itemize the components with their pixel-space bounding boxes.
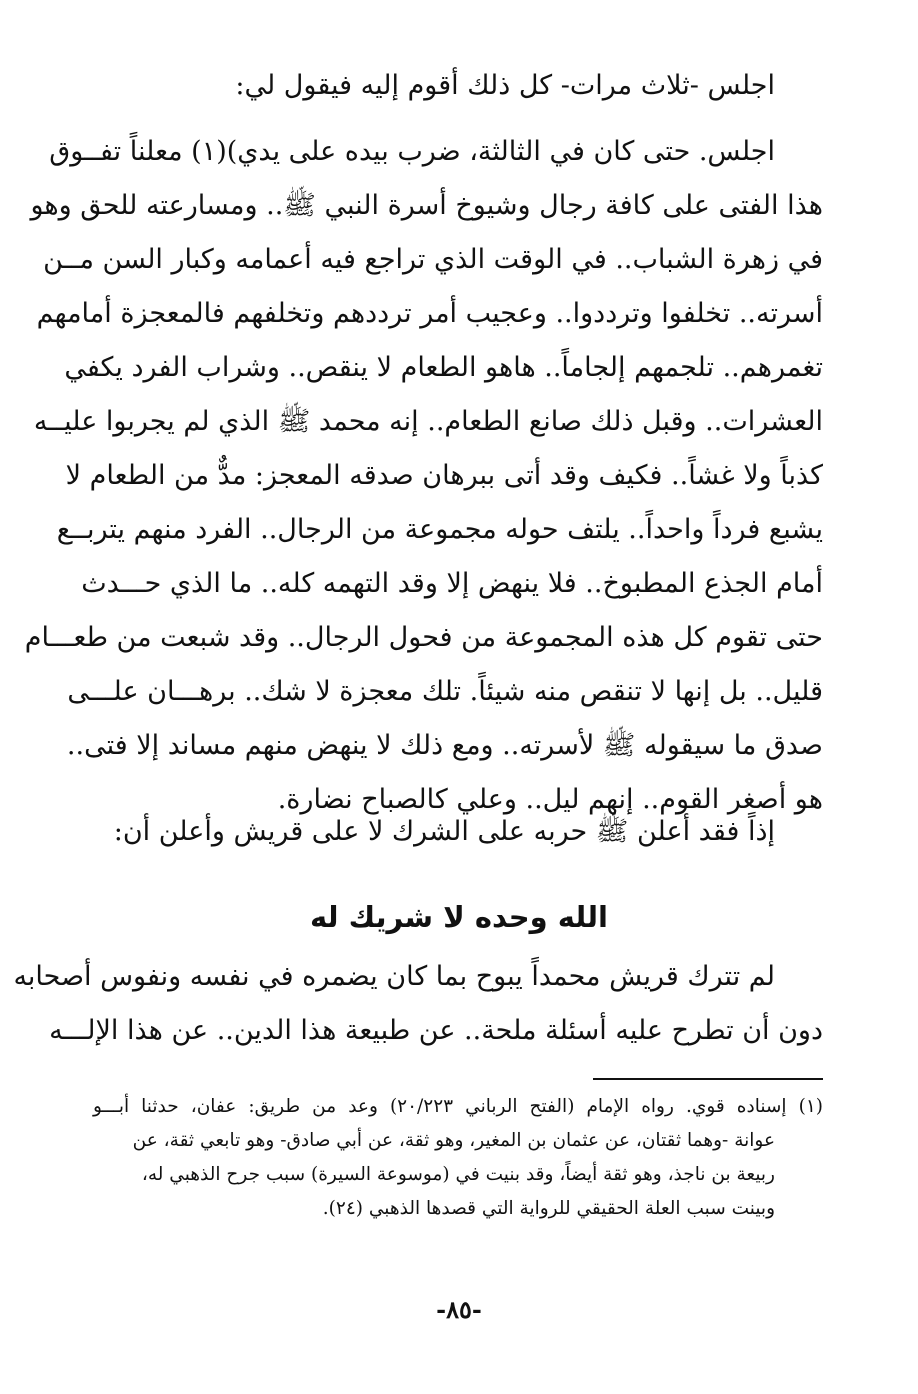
opening-line-block <box>93 59 823 113</box>
paragraph-3 <box>13 950 823 1058</box>
paragraph-2 <box>93 805 823 859</box>
paragraph-line: لم تترك قريش محمداً يبوح بما كان يضمره في نفسه ونفوس أصحابه <box>13 961 775 992</box>
paragraph-line: في زهرة الشباب.. في الوقت الذي تراجع فيه أعمامه وكبار السن مــن <box>43 244 823 275</box>
footnote-separator <box>593 1078 823 1080</box>
footnote-line: عوانة -وهما ثقتان، عن عثمان بن المغير، وهو ثقة، عن أبي صادق- وهو تابعي ثقة، عن <box>132 1130 775 1151</box>
paragraph-line: هذا الفتى على كافة رجال وشيوخ أسرة النبي ﷺ.. ومسارعته للحق وهو <box>30 190 823 221</box>
paragraph-line: إذاً فقد أعلن ﷺ حربه على الشرك لا على قريش وأعلن أن: <box>113 816 775 847</box>
paragraph-line: أسرته.. تخلفوا وترددوا.. وعجيب أمر ترددهم وتخلفهم فالمعجزة أمامهم <box>36 298 823 329</box>
paragraph-line: اجلس. حتى كان في الثالثة، ضرب بيده على يدي)(١) معلناً تفــوق <box>49 136 775 167</box>
page-number: -٨٥- <box>436 1295 482 1324</box>
footnote-line: ربيعة بن ناجذ، وهو ثقة أيضاً، وقد بنيت في (موسوعة السيرة) سبب جرح الذهبي له، <box>141 1164 775 1185</box>
paragraph-line: أمام الجذع المطبوخ.. فلا ينهض إلا وقد التهمه كله.. ما الذي حـــدث <box>81 568 823 599</box>
paragraph-line: تغمرهم.. تلجمهم إلجاماً.. هاهو الطعام لا ينقص.. وشراب الفرد يكفي <box>64 352 823 383</box>
paragraph-line: هو أصغر القوم.. إنهم ليل.. وعلي كالصباح نضارة. <box>277 784 823 815</box>
paragraph-line: العشرات.. وقبل ذلك صانع الطعام.. إنه محمد ﷺ الذي لم يجربوا عليــه <box>33 406 823 437</box>
paragraph-1 <box>24 125 823 827</box>
paragraph-line: دون أن تطرح عليه أسئلة ملحة.. عن طبيعة هذا الدين.. عن هذا الإلـــه <box>49 1015 823 1046</box>
paragraph-line: يشبع فرداً واحداً.. يلتف حوله مجموعة من الرجال.. الفرد منهم يتربــع <box>56 514 823 545</box>
paragraph-line: صدق ما سيقوله ﷺ لأسرته.. ومع ذلك لا ينهض منهم مساند إلا فتى.. <box>66 730 823 761</box>
footnotes <box>93 1090 823 1226</box>
opening-line: اجلس -ثلاث مرات- كل ذلك أقوم إليه فيقول لي: <box>235 70 775 101</box>
footnote-line: وبينت سبب العلة الحقيقي للرواية التي قصدها الذهبي (٢٤). <box>322 1198 775 1219</box>
section-heading: الله وحده لا شريك له <box>310 900 608 934</box>
footnote-line: (١) إسناده قوي. رواه الإمام (الفتح الرباني ٢٠/٢٢٣) وعد من طريق: عفان، حدثنا أبـــو <box>93 1096 823 1117</box>
paragraph-line: حتى تقوم كل هذه المجموعة من فحول الرجال.. وقد شبعت من طعـــام <box>24 622 823 653</box>
paragraph-line: كذباً ولا غشاً.. فكيف وقد أتى ببرهان صدقه المعجز: مدٌّ من الطعام لا <box>65 460 823 491</box>
paragraph-line: قليل.. بل إنها لا تنقص منه شيئاً. تلك معجزة لا شك.. برهـــان علـــى <box>67 676 823 707</box>
